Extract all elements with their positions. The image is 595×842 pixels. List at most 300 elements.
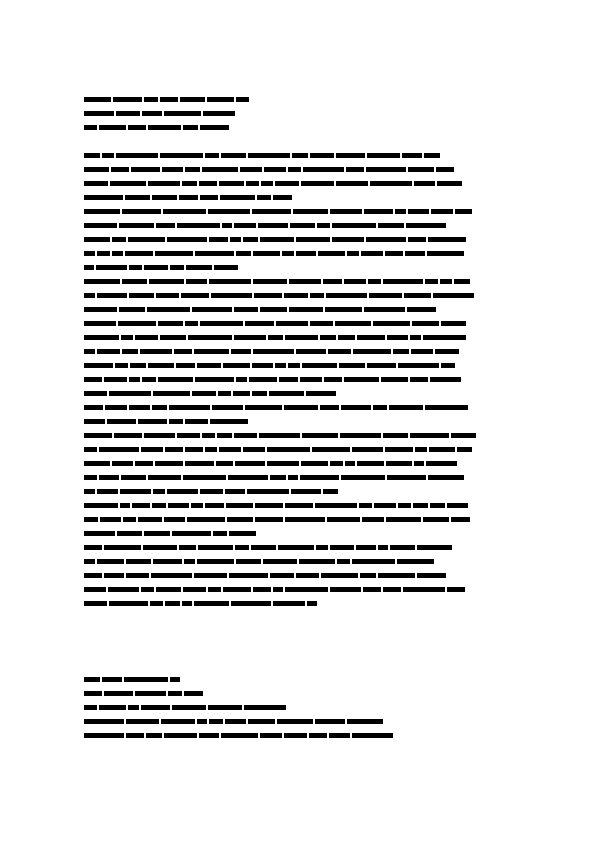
word-block [344,279,366,284]
word-block [121,335,133,340]
word-block [352,559,395,564]
word-block [290,223,315,228]
word-block [357,335,385,340]
word-block [300,475,339,480]
word-block [205,153,219,158]
word-block [251,545,276,550]
word-block [169,419,183,424]
word-block [218,391,231,396]
word-block [84,405,103,410]
word-block [330,461,343,466]
word-block [84,377,102,382]
word-block [326,293,367,298]
word-block [200,489,223,494]
word-block [335,321,371,326]
word-block [408,237,426,242]
word-block [109,601,148,606]
word-block [299,559,335,564]
word-block [279,377,298,382]
word-block [199,733,219,738]
word-block [268,335,283,340]
word-block [105,405,127,410]
word-block [292,153,308,158]
word-block [128,237,165,242]
word-block [84,251,95,256]
text-line [84,488,514,494]
word-block [264,167,286,172]
word-block [104,573,124,578]
word-block [194,573,227,578]
word-block [125,251,153,256]
word-block [129,265,142,270]
word-block [84,461,110,466]
word-block [104,691,133,696]
word-block [340,433,381,438]
word-block [184,691,203,696]
word-block [383,433,408,438]
word-block [405,251,425,256]
text-line [84,586,514,592]
word-block [327,517,360,522]
text-line-glyphs [84,732,444,738]
word-block [404,293,431,298]
word-block [222,223,232,228]
word-block [363,587,381,592]
word-block [141,587,154,592]
word-block [84,349,95,354]
word-block [415,447,427,452]
word-block [328,349,351,354]
text-line [84,446,514,452]
word-block [163,209,206,214]
word-block [99,447,139,452]
text-line-glyphs [84,502,514,508]
word-block [229,573,268,578]
word-block [306,391,336,396]
word-block [128,705,139,710]
word-block [202,433,215,438]
word-block [167,489,198,494]
word-block [243,447,265,452]
word-block [146,733,162,738]
word-block [177,223,220,228]
word-block [236,251,251,256]
word-block [234,433,257,438]
word-block [260,733,282,738]
word-block [428,475,464,480]
word-block [200,125,229,130]
word-block [284,733,307,738]
word-block [107,419,136,424]
text-line [84,572,514,578]
word-block [345,461,355,466]
header-line-text [84,124,85,125]
word-block [84,237,110,242]
word-block [214,265,238,270]
word-block [412,321,439,326]
word-block [320,335,336,340]
text-line-glyphs [84,704,444,710]
word-block [152,503,166,508]
word-block [270,475,286,480]
word-block [160,335,186,340]
word-block [414,461,424,466]
word-block [257,195,271,200]
word-block [293,209,328,214]
text-line [84,474,514,480]
word-block [436,167,454,172]
footer-line [84,676,444,682]
word-block [129,293,154,298]
text-line-glyphs [84,516,514,522]
text-line-glyphs [84,376,514,382]
word-block [406,223,446,228]
word-block [410,335,421,340]
word-block [156,587,181,592]
word-block [378,223,404,228]
text-line [84,600,514,606]
word-block [197,559,234,564]
word-block [84,475,97,480]
word-block [425,405,468,410]
word-block [219,181,244,186]
word-block [135,335,158,340]
text-line-glyphs [84,152,514,158]
word-block [144,433,175,438]
word-block [261,181,273,186]
word-block [213,531,227,536]
word-block [123,517,136,522]
word-block [228,475,268,480]
paragraph [84,208,514,214]
paragraph [84,278,514,396]
word-block [135,691,166,696]
word-block [267,461,299,466]
word-block [135,461,153,466]
word-block [433,293,474,298]
word-block [424,153,440,158]
word-block [183,587,206,592]
word-block [296,251,316,256]
word-block [410,377,428,382]
word-block [179,545,196,550]
word-block [236,97,249,102]
word-block [347,251,359,256]
word-block [84,335,119,340]
word-block [97,489,118,494]
word-block [156,223,175,228]
word-block [309,733,327,738]
text-line-glyphs [84,586,514,592]
word-block [258,223,288,228]
word-block [364,307,405,312]
word-block [84,545,102,550]
word-block [386,461,412,466]
text-line [84,432,514,438]
word-block [170,677,180,682]
text-line-glyphs [84,390,514,396]
word-block [303,167,344,172]
text-line [84,362,514,368]
word-block [341,405,371,410]
word-block [383,587,401,592]
word-block [368,279,381,284]
word-block [84,705,97,710]
word-block [381,377,408,382]
document-header [84,96,304,138]
word-block [165,447,183,452]
word-block [186,265,212,270]
word-block [323,279,342,284]
word-block [183,125,198,130]
word-block [366,167,406,172]
word-block [370,181,412,186]
word-block [84,517,98,522]
word-block [291,489,321,494]
word-block [402,153,422,158]
word-block [130,363,146,368]
text-line-glyphs [84,460,514,466]
word-block [141,705,170,710]
word-block [367,153,400,158]
text-line [84,278,514,284]
text-line-glyphs [84,278,514,284]
word-block [426,461,457,466]
word-block [367,363,396,368]
text-line [84,530,514,536]
word-block [341,475,385,480]
word-block [84,733,124,738]
word-block [428,237,466,242]
word-block [195,377,234,382]
word-block [192,307,232,312]
text-line [84,152,514,158]
word-block [84,719,124,724]
paragraph [84,404,514,424]
word-block [138,517,162,522]
word-block [179,195,198,200]
word-block [336,181,368,186]
word-block [164,517,185,522]
word-block [116,111,140,116]
word-block [383,279,423,284]
text-line [84,194,514,200]
word-block [150,601,163,606]
word-block [236,377,247,382]
word-block [158,321,183,326]
word-block [124,677,168,682]
word-block [84,125,97,130]
word-block [153,489,165,494]
word-block [165,601,180,606]
word-block [200,321,243,326]
word-block [234,335,266,340]
word-block [413,503,428,508]
word-block [192,391,216,396]
word-block [255,503,283,508]
word-block [395,209,406,214]
word-block [332,237,364,242]
word-block [118,321,156,326]
word-block [254,293,282,298]
word-block [128,125,146,130]
word-block [253,279,287,284]
word-block [245,405,282,410]
word-block [144,97,158,102]
word-block [187,517,225,522]
word-block [84,391,107,396]
text-line [84,250,514,256]
text-line-glyphs [84,208,514,214]
word-block [153,559,182,564]
word-block [347,719,383,724]
word-block [278,545,314,550]
word-block [210,419,248,424]
word-block [273,195,292,200]
word-block [84,223,117,228]
word-block [352,447,383,452]
word-block [168,691,182,696]
word-block [437,181,462,186]
word-block [152,405,167,410]
word-block [174,349,192,354]
word-block [122,349,138,354]
word-block [144,531,170,536]
word-block [97,349,120,354]
word-block [229,531,256,536]
word-block [84,209,120,214]
word-block [109,391,151,396]
word-block [126,559,151,564]
word-block [156,293,179,298]
text-line [84,390,514,396]
paragraph [84,502,514,536]
word-block [330,545,354,550]
word-block [221,153,246,158]
word-block [307,601,317,606]
word-block [132,503,150,508]
word-block [104,545,141,550]
word-block [84,601,107,606]
word-block [126,573,149,578]
word-block [248,719,275,724]
word-block [185,321,198,326]
paragraph [84,222,514,270]
word-block [119,307,145,312]
word-block [148,125,181,130]
word-block [141,447,163,452]
word-block [205,447,217,452]
word-block [212,405,243,410]
word-block [216,461,233,466]
text-line [84,180,514,186]
word-block [84,419,105,424]
word-block [140,349,172,354]
word-block [84,531,115,536]
word-block [84,559,95,564]
word-block [102,677,122,682]
text-line-glyphs [84,404,514,410]
word-block [431,209,453,214]
word-block [417,545,452,550]
word-block [199,181,217,186]
word-block [160,153,203,158]
word-block [209,279,251,284]
text-line-glyphs [84,530,514,536]
word-block [84,447,97,452]
word-block [285,335,318,340]
word-block [300,377,322,382]
header-line-text [84,96,85,97]
word-block [167,237,207,242]
word-block [289,279,321,284]
word-block [97,293,127,298]
word-block [288,363,300,368]
word-block [236,559,261,564]
word-block [182,601,192,606]
word-block [263,559,297,564]
word-block [177,433,200,438]
word-block [104,377,127,382]
word-block [275,181,299,186]
word-block [321,573,358,578]
word-block [125,195,150,200]
word-block [158,377,193,382]
word-block [129,405,150,410]
word-block [200,195,218,200]
word-block [317,223,330,228]
word-block [231,349,251,354]
word-block [110,181,146,186]
word-block [364,209,393,214]
word-block [172,531,211,536]
word-block [164,733,197,738]
word-block [324,377,342,382]
word-block [454,279,470,284]
word-block [336,153,365,158]
text-line-glyphs [84,306,514,312]
text-line-glyphs [84,236,514,242]
text-line-glyphs [84,488,514,494]
text-line-glyphs [84,446,514,452]
word-block [386,517,421,522]
word-block [253,251,280,256]
word-block [249,377,277,382]
word-block [185,447,203,452]
text-line [84,264,514,270]
text-line [84,558,514,564]
word-block [267,447,310,452]
word-block [122,209,161,214]
word-block [111,167,129,172]
word-block [223,587,251,592]
word-block [441,363,455,368]
footer-line [84,704,444,710]
word-block [359,503,372,508]
word-block [378,573,415,578]
word-block [352,733,393,738]
word-block [296,349,326,354]
word-block [425,279,438,284]
word-block [457,447,472,452]
word-block [84,153,100,158]
word-block [296,237,330,242]
word-block [84,181,108,186]
word-block [191,503,203,508]
document-footer [84,676,444,746]
word-block [99,705,126,710]
word-block [284,293,308,298]
